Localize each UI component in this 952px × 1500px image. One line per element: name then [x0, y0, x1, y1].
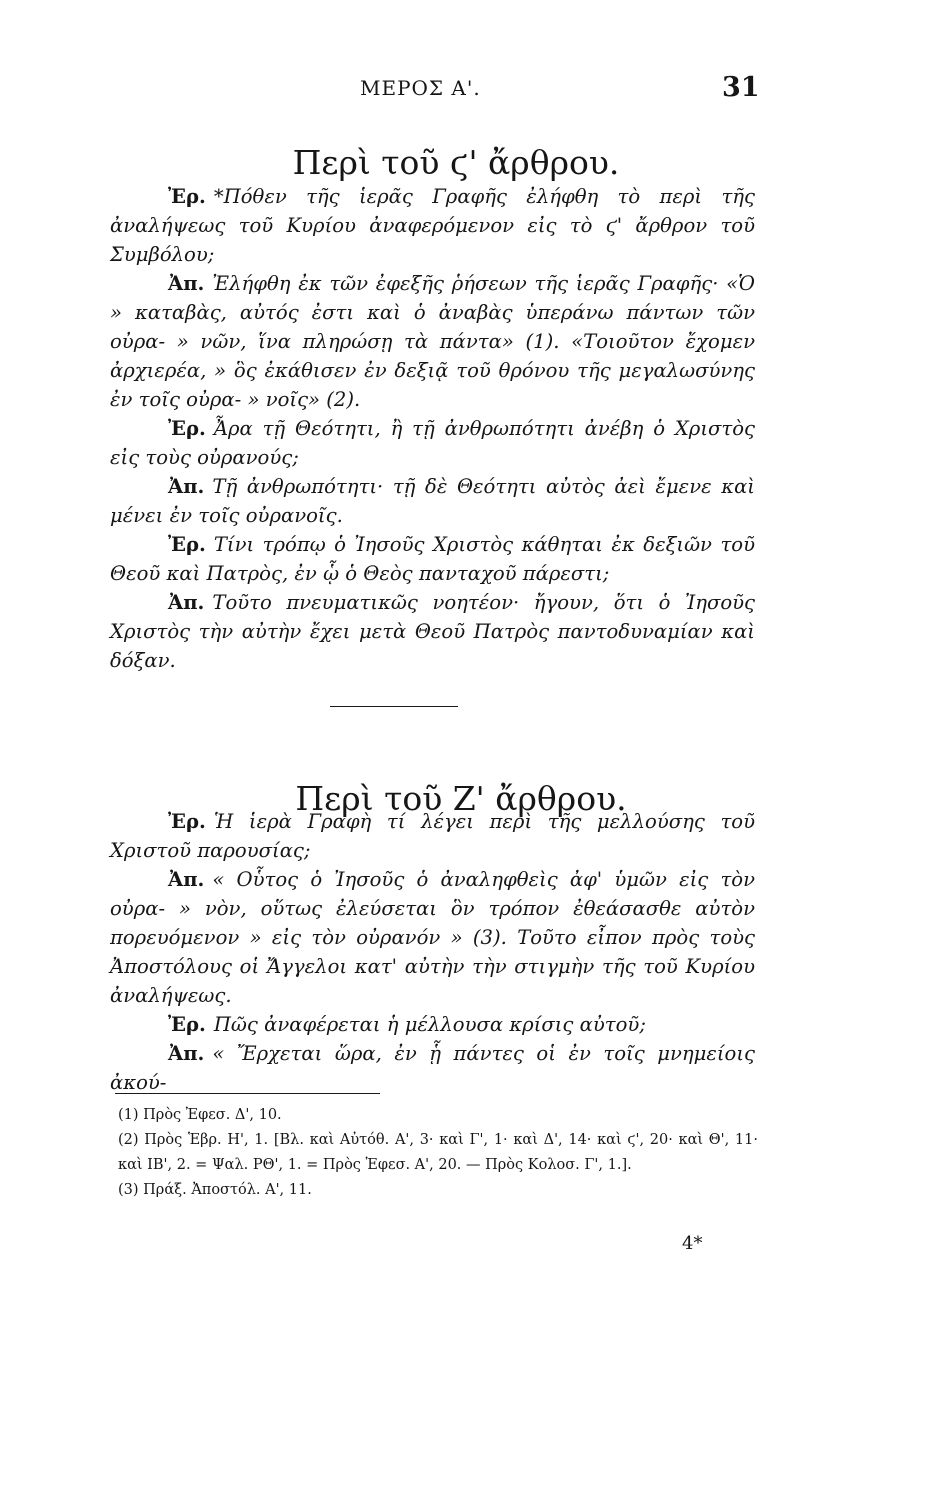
speaker-label: Ἐρ.: [168, 533, 206, 556]
paragraph-text: Τῇ ἀνθρωπότητι· τῇ δὲ Θεότητι αὐτὸς ἀεὶ ἔμενε καὶ μένει ἐν τοῖς οὐρανοῖς.: [110, 475, 755, 527]
paragraph: [110, 414, 755, 472]
paragraph-text: Ἡ ἱερὰ Γραφὴ τί λέγει περὶ τῆς μελλούσης τοῦ Χριστοῦ παρουσίας;: [110, 810, 755, 862]
footnote: (2) Πρὸς Ἑβρ. Η', 1. [Βλ. καὶ Αὐτόθ. Α', 3· καὶ Γ', 1· καὶ Δ', 14· καὶ ϛ', 20· καὶ Θ', 11· καὶ ΙΒ', 2. = Ψαλ. ΡΘ', 1. = Πρὸς Ἐφεσ. Α', 20. — Πρὸς Κολοσ. Γ', 1.].: [118, 1132, 758, 1173]
paragraph-text: Πῶς ἀναφέρεται ἡ μέλλουσα κρίσις αὐτοῦ;: [213, 1013, 646, 1036]
speaker-label: Ἐρ.: [168, 417, 206, 440]
paragraph: [110, 865, 755, 1010]
section-body-article-6: [110, 182, 755, 675]
paragraph: [110, 1010, 755, 1039]
speaker-label: Ἀπ.: [168, 1042, 205, 1065]
section-separator-rule: [330, 706, 458, 707]
section-heading-article-6: Περὶ τοῦ ϛ' ἄρθρου.: [292, 143, 620, 183]
paragraph-text: Ἐλήφθη ἐκ τῶν ἐφεξῆς ῥήσεων τῆς ἱερᾶς Γραφῆς· «Ὁ » καταβὰς, αὐτός ἐστι καὶ ὁ ἀναβὰς ὑπεράνω πάντων τῶν οὐρα- » νῶν, ἵνα πληρώσῃ τὰ πάντα» (1). «Τοιοῦτον ἔχομεν ἀρχιερέα, » ὃς ἐκάθισεν ἐν δεξιᾷ τοῦ θρόνου τῆς μεγαλωσύνης ἐν τοῖς οὐρα- » νοῖς» (2).: [110, 272, 755, 411]
running-title: ΜΕΡΟΣ Α'.: [360, 76, 481, 100]
page-number: 31: [722, 72, 760, 103]
speaker-label: Ἐρ.: [168, 1013, 206, 1036]
paragraph-text: Τίνι τρόπῳ ὁ Ἰησοῦς Χριστὸς κάθηται ἐκ δεξιῶν τοῦ Θεοῦ καὶ Πατρὸς, ἐν ᾧ ὁ Θεὸς πανταχοῦ πάρεστι;: [110, 533, 755, 585]
section-heading-article-7: Περὶ τοῦ Ζ' ἄρθρου.: [295, 779, 627, 819]
paragraph-text: « Ἔρχεται ὥρα, ἐν ᾗ πάντες οἱ ἐν τοῖς μνημείοις ἀκού-: [110, 1042, 755, 1094]
paragraph: [110, 182, 755, 269]
paragraph-text: *Πόθεν τῆς ἱερᾶς Γραφῆς ἐλήφθη τὸ περὶ τῆς ἀναλήψεως τοῦ Κυρίου ἀναφερόμενον εἰς τὸ ϛ' ἄρθρον τοῦ Συμβόλου;: [110, 185, 755, 266]
footnote: (3) Πράξ. Ἀποστόλ. Α', 11.: [118, 1182, 312, 1198]
paragraph: [110, 807, 755, 865]
paragraph-text: Ἆρα τῇ Θεότητι, ἢ τῇ ἀνθρωπότητι ἀνέβη ὁ Χριστὸς εἰς τοὺς οὐρανούς;: [110, 417, 755, 469]
paragraph: [110, 1039, 755, 1097]
speaker-label: Ἀπ.: [168, 591, 205, 614]
signature-mark: 4*: [682, 1233, 703, 1254]
footnote-rule: [115, 1093, 380, 1094]
speaker-label: Ἀπ.: [168, 868, 205, 891]
paragraph-text: « Οὗτος ὁ Ἰησοῦς ὁ ἀναληφθεὶς ἀφ' ὑμῶν εἰς τὸν οὐρα- » νὸν, οὕτως ἐλεύσεται ὃν τρόπον ἐθεάσασθε αὐτὸν πορευόμενον » εἰς τὸν οὐρανόν » (3). Τοῦτο εἶπον πρὸς τοὺς Ἀποστόλους οἱ Ἄγγελοι κατ' αὐτὴν τὴν στιγμὴν τῆς τοῦ Κυρίου ἀναλήψεως.: [110, 868, 755, 1007]
paragraph: [110, 269, 755, 414]
paragraph: [110, 530, 755, 588]
running-head: [0, 70, 952, 110]
paragraph-text: Τοῦτο πνευματικῶς νοητέον· ἤγουν, ὅτι ὁ Ἰησοῦς Χριστὸς τὴν αὐτὴν ἔχει μετὰ Θεοῦ Πατρὸς παντοδυναμίαν καὶ δόξαν.: [110, 591, 755, 672]
section-body-article-7: [110, 807, 755, 1097]
footnote: (1) Πρὸς Ἐφεσ. Δ', 10.: [118, 1107, 282, 1123]
speaker-label: Ἀπ.: [168, 475, 205, 498]
footnotes: [118, 1103, 758, 1203]
paragraph: [110, 588, 755, 675]
speaker-label: Ἐρ.: [168, 185, 206, 208]
speaker-label: Ἐρ.: [168, 810, 206, 833]
paragraph: [110, 472, 755, 530]
speaker-label: Ἀπ.: [168, 272, 205, 295]
